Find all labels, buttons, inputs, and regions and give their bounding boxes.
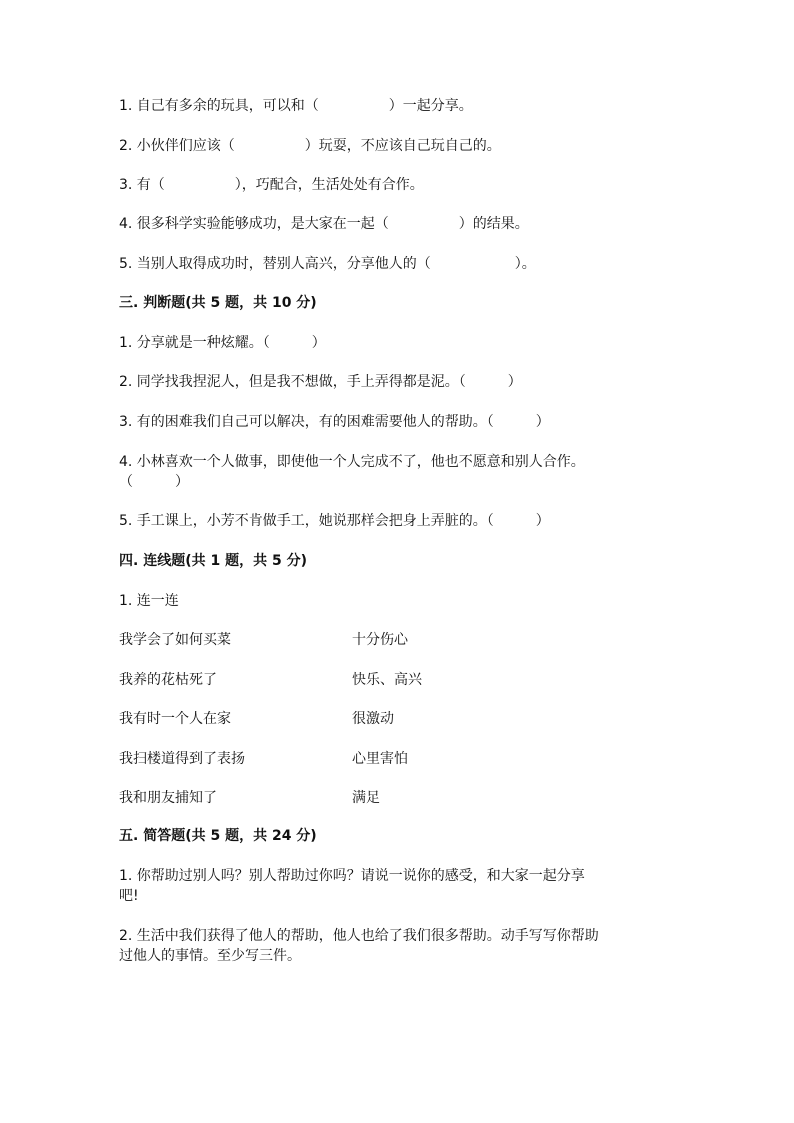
fill-blank-question-2: 2. 小伙伴们应该（ ）玩耍，不应该自己玩自己的。 <box>119 138 501 154</box>
match-left-item: 我扫楼道得到了表扬 <box>119 751 245 767</box>
match-right-item: 快乐、高兴 <box>352 672 422 688</box>
short-answer-question-1-line-2: 吧! <box>119 888 139 904</box>
short-answer-section-heading: 五. 简答题(共 5 题，共 24 分) <box>119 828 317 844</box>
match-question-1: 1. 连一连 <box>119 593 179 609</box>
judge-question-1: 1. 分享就是一种炫耀。（ ） <box>119 335 326 351</box>
judge-question-4-line-1: 4. 小林喜欢一个人做事，即使他一个人完成不了，他也不愿意和别人合作。 <box>119 454 585 470</box>
short-answer-question-2-line-2: 过他人的事情。至少写三件。 <box>119 948 301 964</box>
judge-question-3: 3. 有的困难我们自己可以解决，有的困难需要他人的帮助。（ ） <box>119 414 550 430</box>
match-left-item: 我养的花枯死了 <box>119 672 217 688</box>
match-right-item: 满足 <box>352 790 380 806</box>
fill-blank-question-5: 5. 当别人取得成功时，替别人高兴，分享他人的（ ）。 <box>119 256 536 272</box>
fill-blank-question-4: 4. 很多科学实验能够成功，是大家在一起（ ）的结果。 <box>119 216 529 232</box>
match-section-heading: 四. 连线题(共 1 题，共 5 分) <box>119 553 307 569</box>
match-right-item: 心里害怕 <box>352 751 408 767</box>
fill-blank-question-3: 3. 有（ ），巧配合，生活处处有合作。 <box>119 177 424 193</box>
judge-question-2: 2. 同学找我捏泥人，但是我不想做，手上弄得都是泥。（ ） <box>119 374 522 390</box>
match-left-item: 我学会了如何买菜 <box>119 632 231 648</box>
judge-question-4-line-2: （ ） <box>119 474 189 490</box>
short-answer-question-1-line-1: 1. 你帮助过别人吗？别人帮助过你吗？请说一说你的感受，和大家一起分享 <box>119 868 585 884</box>
judge-section-heading: 三. 判断题(共 5 题，共 10 分) <box>119 295 317 311</box>
fill-blank-question-1: 1. 自己有多余的玩具，可以和（ ）一起分享。 <box>119 98 473 114</box>
match-right-item: 很激动 <box>352 711 394 727</box>
match-left-item: 我和朋友捕知了 <box>119 790 217 806</box>
judge-question-5: 5. 手工课上，小芳不肯做手工，她说那样会把身上弄脏的。（ ） <box>119 513 550 529</box>
match-right-item: 十分伤心 <box>352 632 408 648</box>
short-answer-question-2-line-1: 2. 生活中我们获得了他人的帮助，他人也给了我们很多帮助。动手写写你帮助 <box>119 928 599 944</box>
match-left-item: 我有时一个人在家 <box>119 711 231 727</box>
